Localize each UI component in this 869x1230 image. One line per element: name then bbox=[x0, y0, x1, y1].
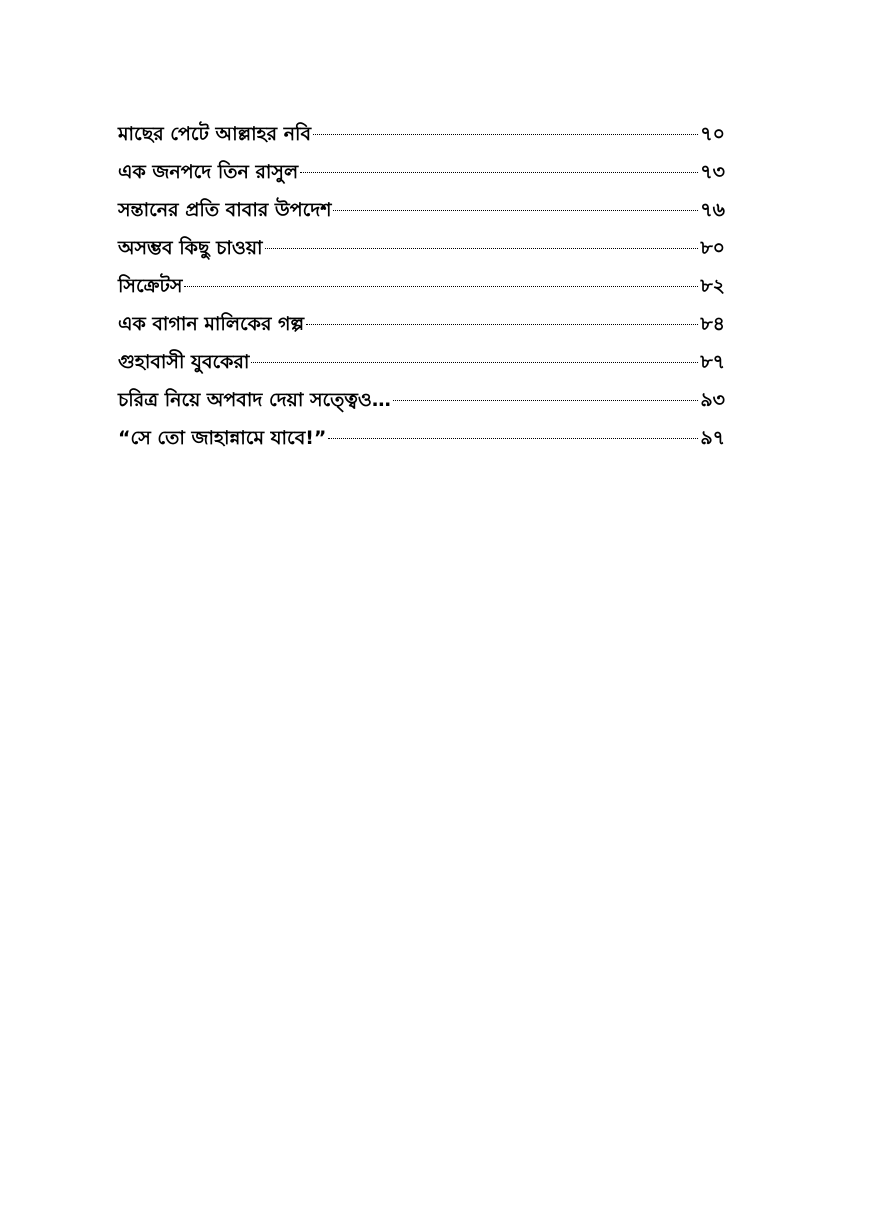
toc-dot-leader bbox=[300, 172, 698, 173]
toc-entry bbox=[118, 419, 725, 457]
toc-dot-leader bbox=[265, 248, 699, 249]
toc-entry-page-number: ৮৭ bbox=[700, 351, 725, 373]
toc-entry-page-number: ৭৬ bbox=[700, 199, 725, 221]
toc-entry-title: “সে তো জাহান্নামে যাবে!” bbox=[118, 427, 327, 449]
toc-entry bbox=[118, 153, 725, 191]
table-of-contents bbox=[118, 115, 725, 457]
toc-entry bbox=[118, 115, 725, 153]
toc-entry-title: চরিত্র নিয়ে অপবাদ দেয়া সত্ত্বেও… bbox=[118, 389, 391, 411]
toc-entry-page-number: ৭৩ bbox=[700, 161, 725, 183]
toc-entry-page-number: ৮৪ bbox=[700, 313, 725, 335]
toc-entry-page-number: ৮২ bbox=[700, 275, 725, 297]
toc-entry-title: সিক্রেটস bbox=[118, 275, 183, 297]
toc-entry-page-number: ৯৩ bbox=[700, 389, 725, 411]
toc-entry-title: অসম্ভব কিছু চাওয়া bbox=[118, 237, 263, 259]
toc-entry bbox=[118, 305, 725, 343]
toc-dot-leader bbox=[393, 400, 698, 401]
toc-entry bbox=[118, 191, 725, 229]
toc-entry-page-number: ৮০ bbox=[700, 237, 725, 259]
toc-entry bbox=[118, 343, 725, 381]
toc-entry bbox=[118, 267, 725, 305]
toc-entry-page-number: ৯৭ bbox=[700, 427, 725, 449]
toc-entry-page-number: ৭০ bbox=[700, 123, 725, 145]
toc-dot-leader bbox=[251, 362, 698, 363]
toc-entry-title: এক বাগান মালিকের গল্প bbox=[118, 313, 305, 335]
toc-dot-leader bbox=[306, 324, 698, 325]
toc-entry-title: সন্তানের প্রতি বাবার উপদেশ bbox=[118, 199, 332, 221]
toc-dot-leader bbox=[333, 210, 698, 211]
toc-dot-leader bbox=[184, 286, 698, 287]
toc-entry-title: গুহাবাসী যুবকেরা bbox=[118, 351, 250, 373]
toc-entry-title: এক জনপদে তিন রাসুল bbox=[118, 161, 299, 183]
toc-dot-leader bbox=[328, 438, 698, 439]
toc-entry bbox=[118, 381, 725, 419]
toc-dot-leader bbox=[313, 134, 698, 135]
toc-entry-title: মাছের পেটে আল্লাহর নবি bbox=[118, 123, 312, 145]
toc-entry bbox=[118, 229, 725, 267]
